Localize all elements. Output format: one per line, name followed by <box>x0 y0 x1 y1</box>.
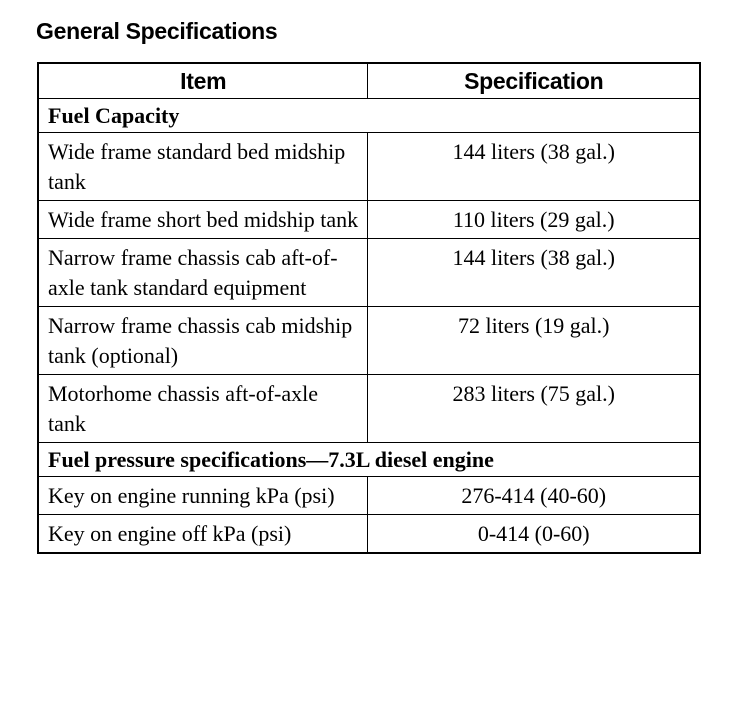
spec-cell: 276-414 (40-60) <box>368 477 700 515</box>
table-row <box>38 133 700 201</box>
item-cell: Wide frame short bed midship tank <box>38 201 368 239</box>
table-row <box>38 375 700 443</box>
item-cell: Key on engine off kPa (psi) <box>38 515 368 554</box>
table-header-row <box>38 63 700 99</box>
item-cell: Key on engine running kPa (psi) <box>38 477 368 515</box>
spec-cell: 110 liters (29 gal.) <box>368 201 700 239</box>
table-row <box>38 201 700 239</box>
table-row <box>38 239 700 307</box>
specifications-table <box>37 62 701 554</box>
spec-cell: 72 liters (19 gal.) <box>368 307 700 375</box>
column-header-specification: Specification <box>368 63 700 99</box>
spec-cell: 144 liters (38 gal.) <box>368 133 700 201</box>
section-heading-fuel-pressure: Fuel pressure specifications—7.3L diesel engine <box>38 443 700 477</box>
spec-cell: 283 liters (75 gal.) <box>368 375 700 443</box>
table-row <box>38 307 700 375</box>
page-title: General Specifications <box>36 18 278 44</box>
table-row <box>38 515 700 554</box>
section-heading-fuel-capacity: Fuel Capacity <box>38 99 700 133</box>
spec-cell: 0-414 (0-60) <box>368 515 700 554</box>
item-cell: Narrow frame chassis cab aft-of-axle tank standard equipment <box>38 239 368 307</box>
table-row <box>38 477 700 515</box>
item-cell: Motorhome chassis aft-of-axle tank <box>38 375 368 443</box>
column-header-item: Item <box>38 63 368 99</box>
section-row <box>38 443 700 477</box>
spec-cell: 144 liters (38 gal.) <box>368 239 700 307</box>
item-cell: Wide frame standard bed midship tank <box>38 133 368 201</box>
section-row <box>38 99 700 133</box>
item-cell: Narrow frame chassis cab midship tank (optional) <box>38 307 368 375</box>
